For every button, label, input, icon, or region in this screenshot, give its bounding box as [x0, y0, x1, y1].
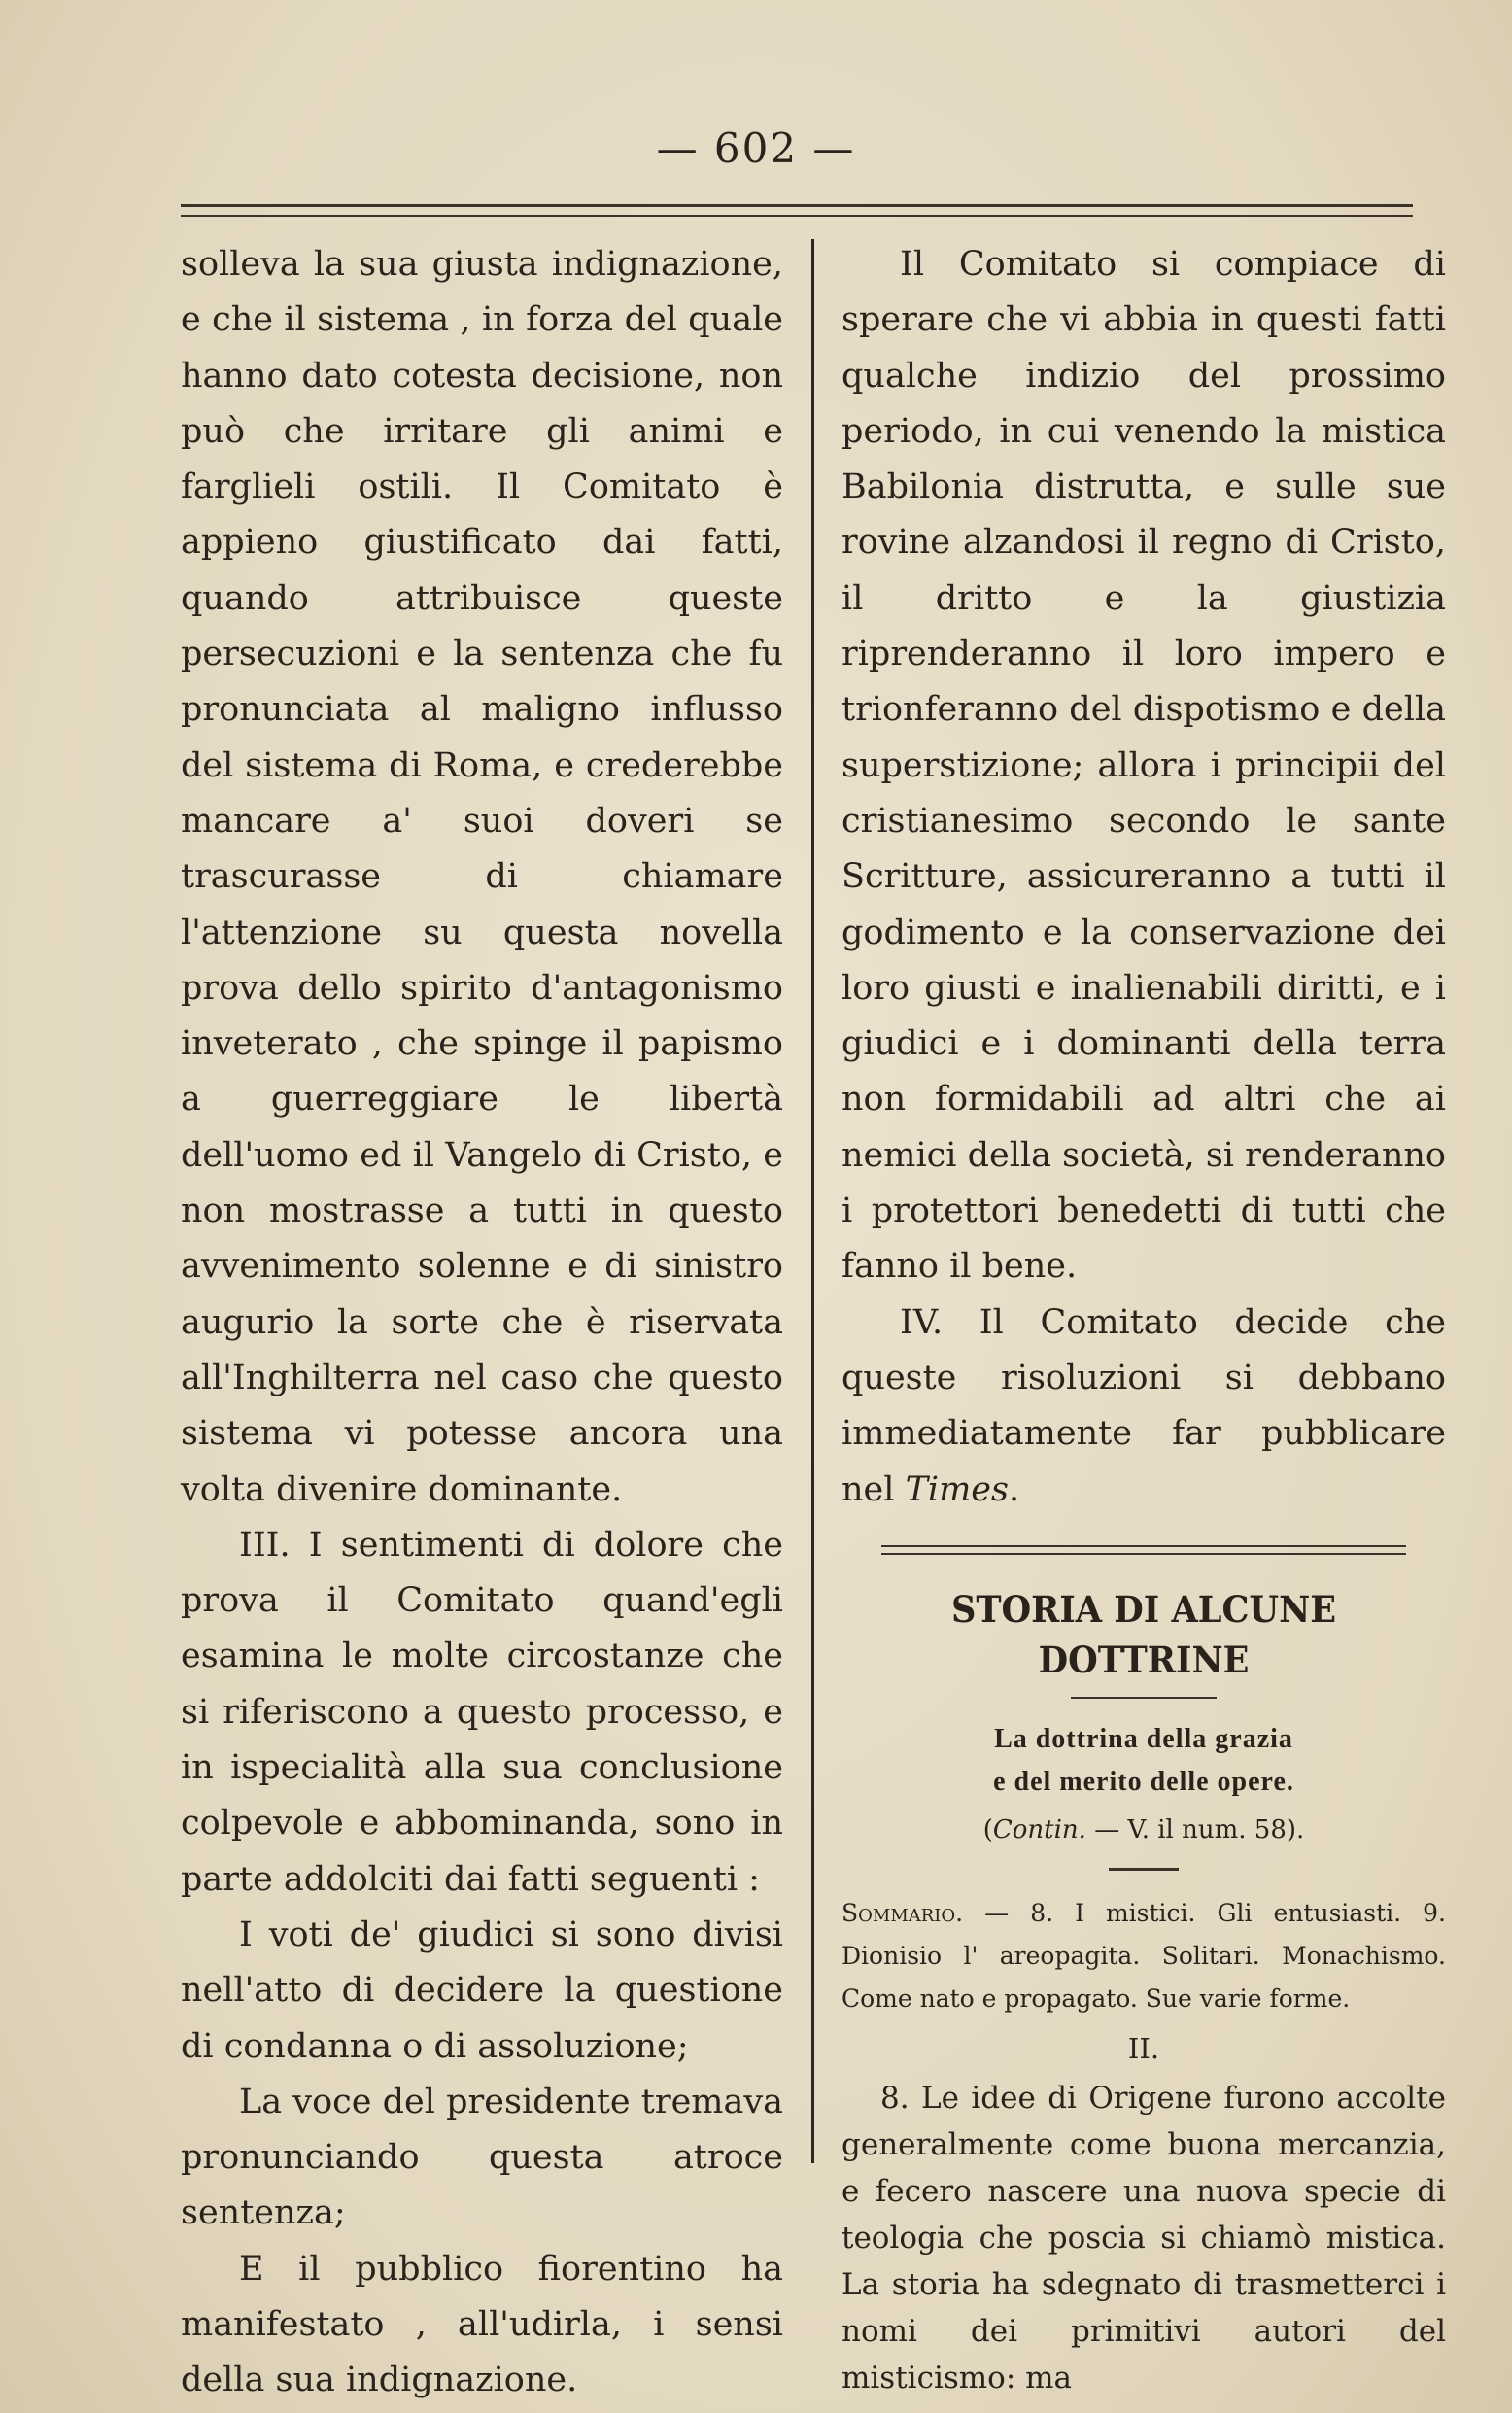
contin-label: Contin. [992, 1814, 1086, 1844]
summary [842, 1892, 1446, 2020]
paren: ( [982, 1814, 993, 1844]
paragraph: La voce del presidente tremava pronunciando questa atroce sentenza; [181, 2082, 783, 2233]
paragraph: III. I sentimenti di dolore che prova il Comitato quand'egli esamina le molte circostanze che si riferiscono a questo processo, e in ispecialità alla sua conclusione colpevole e abbominanda, sono in parte addolciti dai fatti seguenti : [181, 1525, 783, 1899]
continuation-note [842, 1806, 1446, 1854]
paragraph: Il Comitato si compiace di sperare che vi abbia in questi fatti qualche indizio del prossimo periodo, in cui venendo la mistica Babilonia distrutta, e sulle sue rovine alzandosi il regno di Cristo, il dritto e la giustizia riprenderanno il loro impero e trionferanno del dispotismo e della superstizione; allora i principii del cristianesimo secondo le sante Scritture, assicureranno a tutti il godimento e la conservazione dei loro giusti e inalienabili diritti, e i giudici e i dominanti della terra non formidabili ad altri che ai nemici della società, si renderanno i protettori benedetti di tutti che fanno il bene. [842, 245, 1446, 1287]
paragraph: E il pubblico fiorentino ha manifestato , all'udirla, i sensi della sua indignazione. [181, 2249, 783, 2400]
summary-label: Sommario. [842, 1898, 964, 1927]
paragraph-text: IV. Il Comitato decide che queste risoluzioni si debbano immediatamente far pubblicare nel [842, 1302, 1446, 1509]
newspaper-name: Times [905, 1469, 1009, 1509]
right-column [842, 237, 1446, 2401]
section-title: STORIA DI ALCUNE DOTTRINE [950, 1587, 1337, 1681]
subtitle-line: e del merito delle opere. [993, 1766, 1294, 1797]
title-rule [1071, 1697, 1217, 1699]
paragraph-end: . [1008, 1469, 1020, 1509]
paragraph: I voti de' giudici si sono divisi nell'atto di decidere la questione di condanna o di assoluzione; [181, 1914, 783, 2066]
paragraph: 8. Le idee di Origene furono accolte generalmente come buona mercanzia, e fecero nascere una nuova specie di teologia che poscia si chiamò mistica. La storia ha sdegnato di trasmetterci i nomi dei primitivi autori del misticismo: ma [842, 2080, 1446, 2396]
section-separator [881, 1545, 1406, 1555]
summary-text: — 8. I mistici. Gli entusiasti. 9. Dionisio l' areopagita. Solitari. Monachismo. Come nato e propagato. Sue varie forme. [842, 1898, 1446, 2013]
header-double-rule [181, 204, 1413, 217]
page-number: — 602 — [656, 124, 856, 172]
paragraph [842, 1295, 1446, 1518]
column-divider [811, 239, 814, 2163]
subtitle-rule [1109, 1868, 1179, 1871]
section-body [842, 2075, 1446, 2401]
left-column [181, 237, 783, 2409]
subtitle-line: La dottrina della grazia [994, 1723, 1293, 1754]
contin-ref: — V. il num. 58). [1085, 1814, 1305, 1844]
chapter-numeral: II. [1127, 2031, 1160, 2065]
paragraph: solleva la sua giusta indignazione, e che il sistema , in forza del quale hanno dato cotesta decisione, non può che irritare gli animi e farglieli ostili. Il Comitato è appieno giustificato dai fatti, quando attribuisce queste persecuzioni e la sentenza che fu pronunciata al maligno influsso del sistema di Roma, e crederebbe mancare a' suoi doveri se trascurasse di chiamare l'attenzione su questa novella prova dello spirito d'antagonismo inveterato , che spinge il papismo a guerreggiare le libertà dell'uomo ed il Vangelo di Cristo, e non mostrasse a tutti in questo avvenimento solenne e di sinistro augurio la sorte che è riservata all'Inghilterra nel caso che questo sistema vi potesse ancora una volta divenire dominante. [181, 245, 783, 1509]
